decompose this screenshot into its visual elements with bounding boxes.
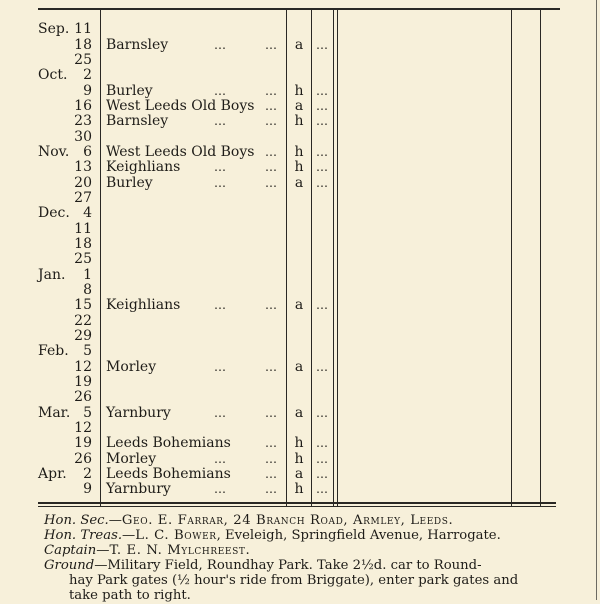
captain-label: Captain: [44, 543, 97, 558]
fixture-opponent: Yarnbury: [106, 405, 171, 421]
fixture-opponent: Leeds Bohemians: [106, 435, 231, 451]
fixture-opponent: Morley: [106, 451, 157, 467]
fixture-opponent: West Leeds Old Boys: [106, 98, 255, 114]
fixture-row: [0, 360, 600, 375]
fixture-month: Sep.: [38, 21, 70, 37]
captain-name: T. E. N. Mylchreest.: [109, 543, 251, 558]
fixture-day: 11: [74, 21, 92, 37]
ground-line-2: hay Park gates (½ hour's ride from Briggate), enter park gates and: [69, 573, 519, 588]
leader-dots: …: [316, 467, 329, 481]
fixture-row: [0, 99, 600, 114]
fixture-opponent: West Leeds Old Boys: [106, 144, 255, 160]
leader-dots: …: [265, 467, 278, 481]
fixture-row: [0, 329, 600, 344]
fixture-opponent: Leeds Bohemians: [106, 466, 231, 482]
fixture-opponent: Morley: [106, 359, 157, 375]
leader-dots: …: [265, 176, 278, 190]
fixture-row: [0, 68, 600, 83]
fixture-row: [0, 406, 600, 421]
fixture-day: 19: [74, 435, 92, 451]
fixture-day: 30: [74, 129, 92, 145]
fixture-day: 18: [74, 37, 92, 53]
treasurer-label: Hon. Treas.: [44, 528, 123, 543]
leader-dots: …: [214, 482, 227, 496]
fixture-day: 6: [83, 144, 92, 160]
fixture-day: 2: [83, 67, 92, 83]
captain-line: Captain—T. E. N. Mylchreest.: [44, 543, 251, 558]
leader-dots: …: [214, 406, 227, 420]
treasurer-address: , Eveleigh, Springfield Avenue, Harrogate.: [216, 528, 501, 543]
fixture-row: [0, 176, 600, 191]
fixture-home-away: a: [294, 405, 304, 421]
fixture-row: [0, 452, 600, 467]
leader-dots: …: [316, 84, 329, 98]
fixture-day: 16: [74, 98, 92, 114]
fixture-day: 11: [74, 221, 92, 237]
fixture-home-away: a: [294, 297, 304, 313]
fixture-day: 25: [74, 251, 92, 267]
leader-dots: …: [265, 99, 278, 113]
treasurer-line: Hon. Treas.—L. C. Bower, Eveleigh, Springfield Avenue, Harrogate.: [44, 528, 501, 543]
fixture-row: [0, 421, 600, 436]
fixture-home-away: h: [294, 481, 304, 497]
leader-dots: …: [265, 482, 278, 496]
fixture-row: [0, 53, 600, 68]
fixture-row: [0, 145, 600, 160]
fixture-row: [0, 237, 600, 252]
leader-dots: …: [214, 84, 227, 98]
secretary-label: Hon. Sec.: [44, 513, 109, 528]
secretary-line: Hon. Sec.—Geo. E. Farrar, 24 Branch Road, Armley, Leeds.: [44, 513, 454, 528]
fixture-day: 5: [83, 343, 92, 359]
leader-dots: …: [316, 38, 329, 52]
leader-dots: …: [214, 114, 227, 128]
table-bottom-rule-second: [38, 506, 556, 507]
fixture-day: 27: [74, 190, 92, 206]
leader-dots: …: [265, 114, 278, 128]
fixture-day: 25: [74, 52, 92, 68]
fixture-month: Jan.: [38, 267, 66, 283]
leader-dots: …: [265, 406, 278, 420]
fixture-day: 26: [74, 389, 92, 405]
leader-dots: …: [214, 298, 227, 312]
fixture-day: 12: [74, 420, 92, 436]
fixture-row: [0, 252, 600, 267]
leader-dots: …: [265, 360, 278, 374]
fixture-row: [0, 375, 600, 390]
fixture-home-away: h: [294, 83, 304, 99]
fixture-day: 9: [83, 83, 92, 99]
fixture-row: [0, 114, 600, 129]
fixture-day: 1: [83, 267, 92, 283]
fixture-day: 23: [74, 113, 92, 129]
fixture-row: [0, 84, 600, 99]
fixture-row: [0, 191, 600, 206]
fixture-day: 26: [74, 451, 92, 467]
leader-dots: …: [214, 452, 227, 466]
fixture-month: Apr.: [38, 466, 67, 482]
leader-dots: …: [316, 160, 329, 174]
fixture-row: [0, 130, 600, 145]
fixture-home-away: h: [294, 451, 304, 467]
fixture-day: 19: [74, 374, 92, 390]
fixture-row: [0, 222, 600, 237]
leader-dots: …: [265, 145, 278, 159]
fixture-row: [0, 390, 600, 405]
fixture-opponent: Burley: [106, 175, 153, 191]
ground-directions-1: Military Field, Roundhay Park. Take 2½d. car to Round-: [107, 558, 482, 573]
fixture-opponent: Keighlians: [106, 297, 181, 313]
leader-dots: …: [316, 145, 329, 159]
fixture-day: 9: [83, 481, 92, 497]
fixture-opponent: Keighlians: [106, 159, 181, 175]
leader-dots: …: [316, 176, 329, 190]
fixture-month: Oct.: [38, 67, 68, 83]
fixture-home-away: h: [294, 144, 304, 160]
leader-dots: …: [265, 84, 278, 98]
leader-dots: …: [265, 160, 278, 174]
leader-dots: …: [214, 360, 227, 374]
fixture-day: 13: [74, 159, 92, 175]
fixture-day: 2: [83, 466, 92, 482]
fixture-row: [0, 467, 600, 482]
fixture-month: Feb.: [38, 343, 69, 359]
fixture-row: [0, 344, 600, 359]
fixture-day: 12: [74, 359, 92, 375]
fixture-row: [0, 482, 600, 497]
fixture-day: 5: [83, 405, 92, 421]
fixture-day: 18: [74, 236, 92, 252]
fixture-home-away: a: [294, 37, 304, 53]
fixture-day: 15: [74, 297, 92, 313]
leader-dots: …: [316, 298, 329, 312]
leader-dots: …: [316, 452, 329, 466]
fixture-home-away: a: [294, 359, 304, 375]
leader-dots: …: [316, 99, 329, 113]
fixture-home-away: h: [294, 113, 304, 129]
leader-dots: …: [316, 360, 329, 374]
leader-dots: …: [316, 406, 329, 420]
fixture-row: [0, 283, 600, 298]
fixture-day: 22: [74, 313, 92, 329]
leader-dots: …: [316, 114, 329, 128]
fixture-month: Nov.: [38, 144, 70, 160]
fixture-opponent: Yarnbury: [106, 481, 171, 497]
leader-dots: …: [214, 176, 227, 190]
leader-dots: …: [316, 436, 329, 450]
fixture-day: 8: [83, 282, 92, 298]
leader-dots: …: [265, 452, 278, 466]
fixture-day: 29: [74, 328, 92, 344]
ground-label: Ground: [44, 558, 95, 573]
fixture-row: [0, 268, 600, 283]
treasurer-name: L. C. Bower: [135, 528, 217, 543]
ground-line-1: Ground—Military Field, Roundhay Park. Take 2½d. car to Round-: [44, 558, 482, 573]
fixture-day: 20: [74, 175, 92, 191]
fixture-row: [0, 436, 600, 451]
leader-dots: …: [265, 38, 278, 52]
fixture-home-away: a: [294, 466, 304, 482]
fixture-opponent: Barnsley: [106, 37, 169, 53]
fixture-opponent: Barnsley: [106, 113, 169, 129]
fixture-month: Mar.: [38, 405, 71, 421]
fixture-row: [0, 22, 600, 37]
fixture-row: [0, 206, 600, 221]
fixture-day: 4: [83, 205, 92, 221]
leader-dots: …: [214, 38, 227, 52]
fixture-month: Dec.: [38, 205, 70, 221]
fixture-row: [0, 314, 600, 329]
secretary-details: Geo. E. Farrar, 24 Branch Road, Armley, Leeds.: [121, 513, 454, 528]
fixture-row: [0, 38, 600, 53]
club-officers: [44, 513, 564, 603]
fixture-home-away: a: [294, 98, 304, 114]
fixture-home-away: h: [294, 435, 304, 451]
leader-dots: …: [265, 436, 278, 450]
fixture-row: [0, 298, 600, 313]
top-rule: [38, 8, 560, 10]
fixture-opponent: Burley: [106, 83, 153, 99]
leader-dots: …: [316, 482, 329, 496]
ground-line-3: take path to right.: [69, 588, 191, 603]
fixture-home-away: h: [294, 159, 304, 175]
leader-dots: …: [265, 298, 278, 312]
fixture-home-away: a: [294, 175, 304, 191]
leader-dots: …: [214, 160, 227, 174]
fixture-row: [0, 160, 600, 175]
table-bottom-rule: [38, 502, 556, 504]
